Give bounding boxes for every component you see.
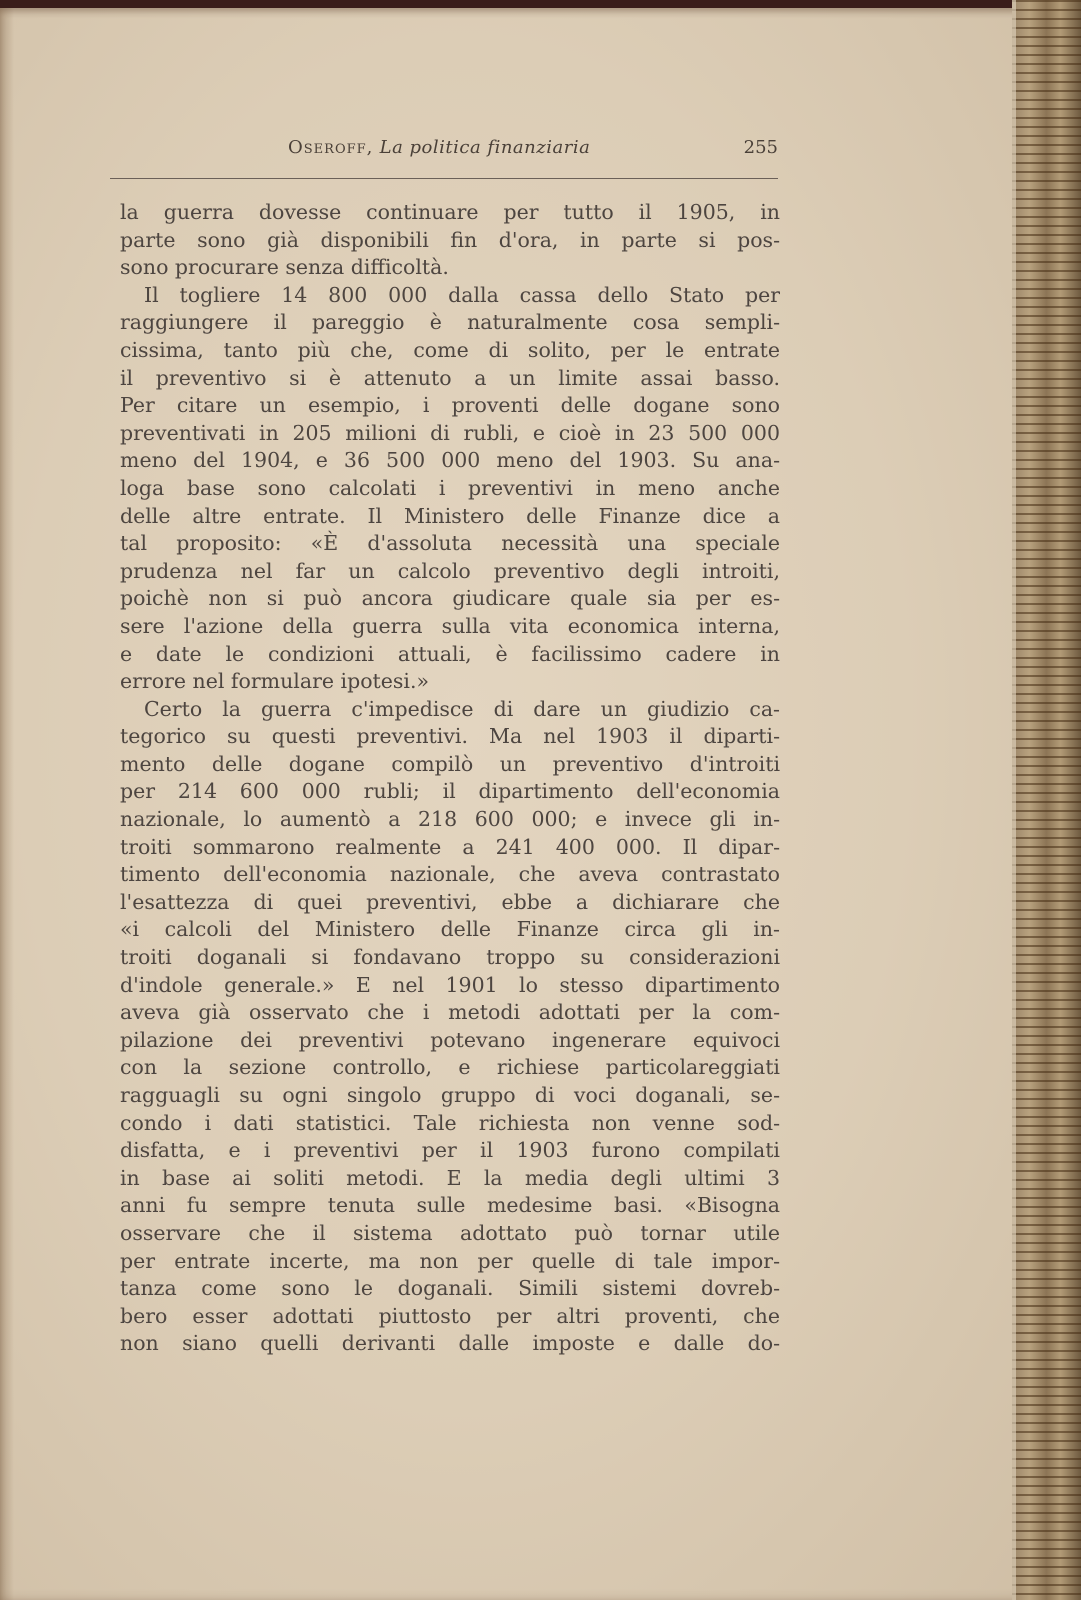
text-line: parte sono già disponibili fin d'ora, in parte si pos- [120, 227, 780, 252]
text-line: bero esser adottati piuttosto per altri proventi, che [120, 1303, 780, 1328]
text-line: Il togliere 14 800 000 dalla cassa dello Stato per [144, 282, 780, 307]
text-line: Per citare un esempio, i proventi delle dogane sono [120, 393, 780, 418]
text-line: loga base sono calcolati i preventivi in meno anche [120, 475, 780, 500]
text-line: timento dell'economia nazionale, che aveva contrastato [120, 862, 780, 887]
text-line: aveva già osservato che i metodi adottati per la com- [120, 1000, 780, 1025]
text-line: raggiungere il pareggio è naturalmente cosa sempli- [120, 310, 780, 335]
text-line: prudenza nel far un calcolo preventivo degli introiti, [120, 558, 780, 583]
text-line: osservare che il sistema adottato può tornar utile [120, 1220, 780, 1245]
text-line: delle altre entrate. Il Ministero delle Finanze dice a [120, 503, 780, 528]
text-line: tal proposito: «È d'assoluta necessità una speciale [120, 531, 780, 556]
text-line: con la sezione controllo, e richiese particolareggiati [120, 1055, 780, 1080]
text-line: tanza come sono le doganali. Simili sistemi dovreb- [120, 1276, 780, 1301]
text-line: preventivati in 205 milioni di rubli, e cioè in 23 500 000 [120, 420, 780, 445]
text-line: cissima, tanto più che, come di solito, per le entrate [120, 337, 780, 362]
text-line: il preventivo si è attenuto a un limite assai basso. [120, 365, 780, 390]
text-line: l'esattezza di quei preventivi, ebbe a dichiarare che [120, 889, 780, 914]
text-line: disfatta, e i preventivi per il 1903 furono compilati [120, 1138, 780, 1163]
text-line: per 214 600 000 rubli; il dipartimento dell'economia [120, 779, 780, 804]
page-number: 255 [743, 137, 778, 158]
text-line: d'indole generale.» E nel 1901 lo stesso dipartimento [120, 972, 780, 997]
text-line: mento delle dogane compilò un preventivo d'introiti [120, 751, 780, 776]
body-text [120, 199, 780, 1358]
text-line: pilazione dei preventivi potevano ingenerare equivoci [120, 1027, 780, 1052]
page-fore-edge [1012, 0, 1016, 1600]
text-line: Certo la guerra c'impedisce di dare un giudizio ca- [144, 696, 780, 721]
header-work-title: La politica finanziaria [379, 137, 591, 158]
book-spine-edge [1012, 0, 1081, 1600]
text-line: poichè non si può ancora giudicare quale sia per es- [120, 586, 780, 611]
text-line: errore nel formulare ipotesi.» [120, 669, 430, 694]
text-line: sere l'azione della guerra sulla vita economica interna, [120, 613, 780, 638]
text-line: per entrate incerte, ma non per quelle di tale impor- [120, 1248, 780, 1273]
text-line: e date le condizioni attuali, è facilissimo cadere in [120, 641, 780, 666]
text-line: in base ai soliti metodi. E la media degli ultimi 3 [120, 1165, 780, 1190]
text-line: troiti sommarono realmente a 241 400 000. Il dipar- [120, 834, 780, 859]
text-line: sono procurare senza difficoltà. [120, 255, 449, 280]
text-line: tegorico su questi preventivi. Ma nel 1903 il diparti- [120, 724, 780, 749]
header-rule [110, 178, 778, 179]
text-line: non siano quelli derivanti dalle imposte e dalle do- [120, 1331, 780, 1356]
text-line: nazionale, lo aumentò a 218 600 000; e invece gli in- [120, 807, 780, 832]
text-line: troiti doganali si fondavano troppo su considerazioni [120, 945, 780, 970]
page-edge-shadow [0, 8, 14, 1600]
text-line: ragguagli su ogni singolo gruppo di voci doganali, se- [120, 1083, 780, 1107]
running-head-title [288, 137, 590, 158]
text-line: anni fu sempre tenuta sulle medesime basi. «Bisogna [120, 1193, 780, 1218]
text-line: la guerra dovesse continuare per tutto il 1905, in [120, 200, 780, 224]
header-author: Oseroff, [288, 137, 374, 158]
text-line: meno del 1904, e 36 500 000 meno del 1903. Su ana- [120, 448, 780, 473]
running-header [110, 133, 778, 163]
text-line: condo i dati statistici. Tale richiesta non venne sod- [120, 1110, 780, 1135]
text-line: «i calcoli del Ministero delle Finanze circa gli in- [120, 917, 780, 942]
